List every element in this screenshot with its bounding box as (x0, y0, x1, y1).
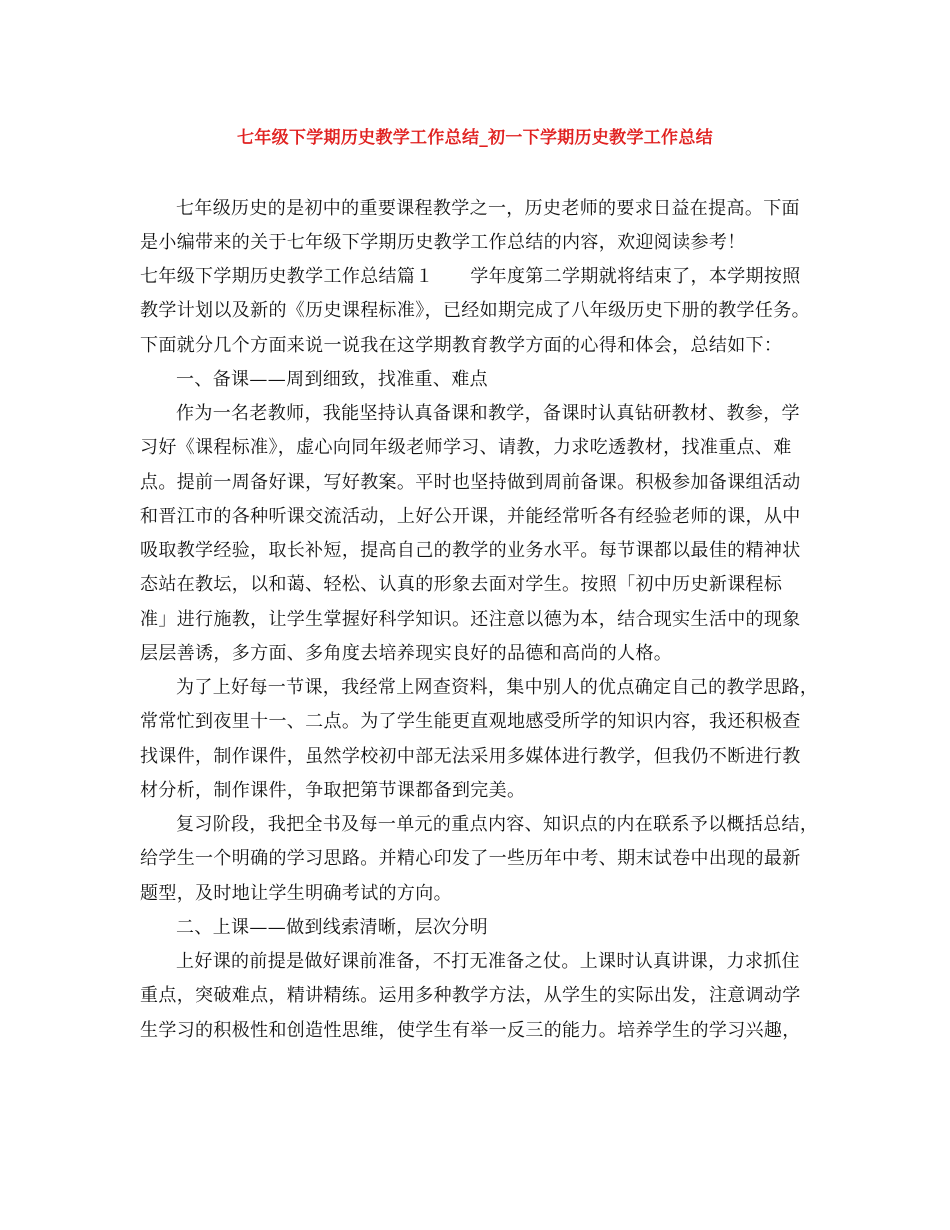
body-line: 和晋江市的各种听课交流活动，上好公开课，并能经常听各有经验老师的课，从中 (140, 506, 801, 527)
body-line: 态站在教坛，以和蔼、轻松、认真的形象去面对学生。按照「初中历史新课程标 (140, 574, 783, 595)
document-title: 七年级下学期历史教学工作总结_初一下学期历史教学工作总结 (237, 128, 713, 148)
body-line: 点。提前一周备好课，写好教案。平时也坚持做到周前备课。积极参加备课组活动 (140, 472, 801, 493)
body-line: 准」进行施教，让学生掌握好科学知识。还注意以德为本，结合现实生活中的现象 (140, 609, 801, 630)
body-line: 下面就分几个方面来说一说我在这学期教育教学方面的心得和体会，总结如下： (140, 335, 783, 356)
section-heading: 二、上课——做到线索清晰，层次分明 (176, 917, 488, 938)
body-line: 七年级历史的是初中的重要课程教学之一，历史老师的要求日益在提高。下面 (176, 198, 800, 219)
body-line: 是小编带来的关于七年级下学期历史教学工作总结的内容，欢迎阅读参考！ (140, 232, 746, 253)
body-line: 材分析，制作课件，争取把第节课都备到完美。 (140, 780, 526, 801)
body-line: 七年级下学期历史教学工作总结篇１ 学年度第二学期就将结束了，本学期按照 (140, 266, 801, 287)
body-line: 复习阶段，我把全书及每一单元的重点内容、知识点的内在联系予以概括总结， (176, 814, 819, 835)
body-line: 生学习的积极性和创造性思维，使学生有举一反三的能力。培养学生的学习兴趣， (140, 1020, 801, 1041)
body-line: 重点，突破难点，精讲精练。运用多种教学方法，从学生的实际出发，注意调动学 (140, 985, 801, 1006)
body-line: 上好课的前提是做好课前准备，不打无准备之仗。上课时认真讲课，力求抓住 (176, 951, 800, 972)
section-heading: 一、备课——周到细致，找准重、难点 (176, 369, 488, 390)
body-line: 习好《课程标准》，虚心向同年级老师学习、请教，力求吃透教材，找准重点、难 (140, 437, 792, 458)
body-line: 作为一名老教师，我能坚持认真备课和教学，备课时认真钻研教材、教参，学 (176, 403, 800, 424)
body-line: 给学生一个明确的学习思路。并精心印发了一些历年中考、期末试卷中出现的最新 (140, 848, 801, 869)
body-line: 常常忙到夜里十一、二点。为了学生能更直观地感受所学的知识内容，我还积极查 (140, 711, 801, 732)
body-line: 层层善诱，多方面、多角度去培养现实良好的品德和高尚的人格。 (140, 643, 673, 664)
body-line: 题型，及时地让学生明确考试的方向。 (140, 883, 452, 904)
body-line: 吸取教学经验，取长补短，提高自己的教学的业务水平。每节课都以最佳的精神状 (140, 540, 801, 561)
body-line: 找课件，制作课件，虽然学校初中部无法采用多媒体进行教学，但我仍不断进行教 (140, 746, 801, 767)
body-line: 教学计划以及新的《历史课程标准》，已经如期完成了八年级历史下册的教学任务。 (140, 300, 810, 321)
body-line: 为了上好每一节课，我经常上网查资料，集中别人的优点确定自己的教学思路， (176, 677, 819, 698)
